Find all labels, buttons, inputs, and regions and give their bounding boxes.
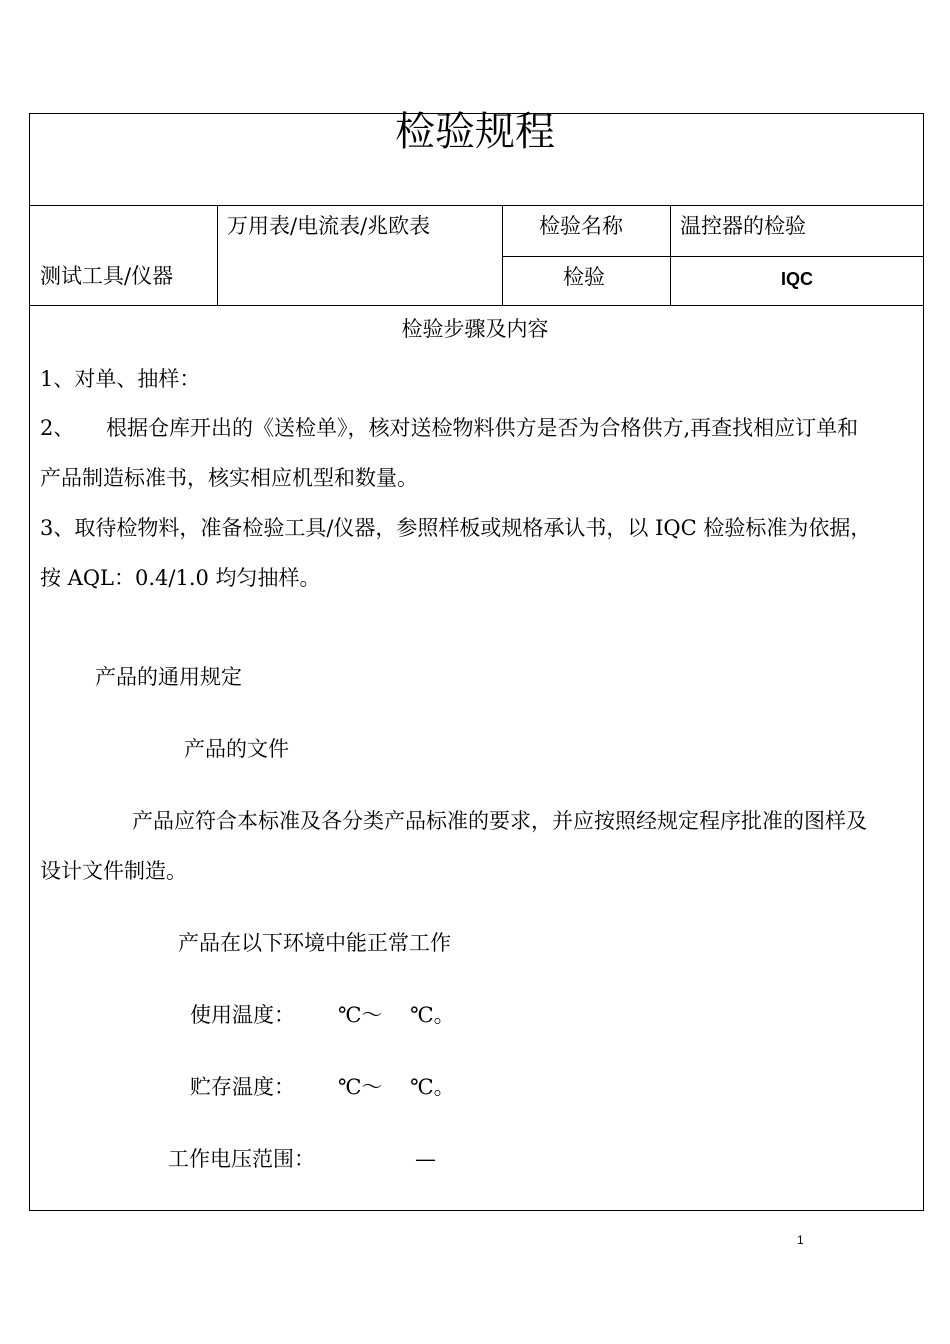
divider [29, 305, 924, 306]
voltage-range-value: — [415, 1147, 436, 1171]
environment-heading: 产品在以下环境中能正常工作 [178, 931, 451, 955]
inspection-name-value: 温控器的检验 [680, 214, 806, 238]
use-temperature-value: ℃～ ℃。 [338, 1003, 455, 1027]
use-temperature-label: 使用温度： [190, 1003, 295, 1027]
section-title: 检验步骤及内容 [401, 317, 549, 341]
storage-temperature-value: ℃～ ℃。 [338, 1075, 455, 1099]
tools-value: 万用表/电流表/兆欧表 [227, 214, 431, 238]
inspection-label: 检验 [563, 265, 605, 289]
files-text-line-2: 设计文件制造。 [40, 859, 187, 883]
divider [670, 205, 671, 305]
divider [217, 205, 218, 305]
divider [502, 256, 924, 257]
step-3-line-1: 3、取待检物料，准备检验工具/仪器，参照样板或规格承认书，以 IQC 检验标准为依据， [40, 516, 872, 540]
step-2-line-1: 根据仓库开出的《送检单》，核对送检物料供方是否为合格供方,再查找相应订单和 [106, 416, 859, 440]
document-title: 检验规程 [395, 109, 555, 155]
files-heading: 产品的文件 [184, 737, 289, 761]
divider [502, 205, 503, 305]
voltage-range-label: 工作电压范围： [168, 1147, 315, 1171]
tools-label: 测试工具/仪器 [40, 264, 174, 288]
step-1: 1、对单、抽样： [40, 367, 201, 391]
step-2-line-2: 产品制造标准书，核实相应机型和数量。 [40, 466, 418, 490]
divider [29, 205, 924, 206]
step-2-number: 2、 [40, 416, 75, 440]
inspection-value: IQC [781, 269, 814, 289]
storage-temperature-label: 贮存温度： [190, 1075, 295, 1099]
page-number: 1 [797, 1233, 804, 1247]
files-text-line-1: 产品应符合本标准及各分类产品标准的要求，并应按照经规定程序批准的图样及 [132, 809, 867, 833]
step-3-line-2: 按 AQL：0.4/1.0 均匀抽样。 [40, 566, 321, 590]
inspection-name-label: 检验名称 [539, 214, 623, 238]
general-heading: 产品的通用规定 [95, 665, 242, 689]
